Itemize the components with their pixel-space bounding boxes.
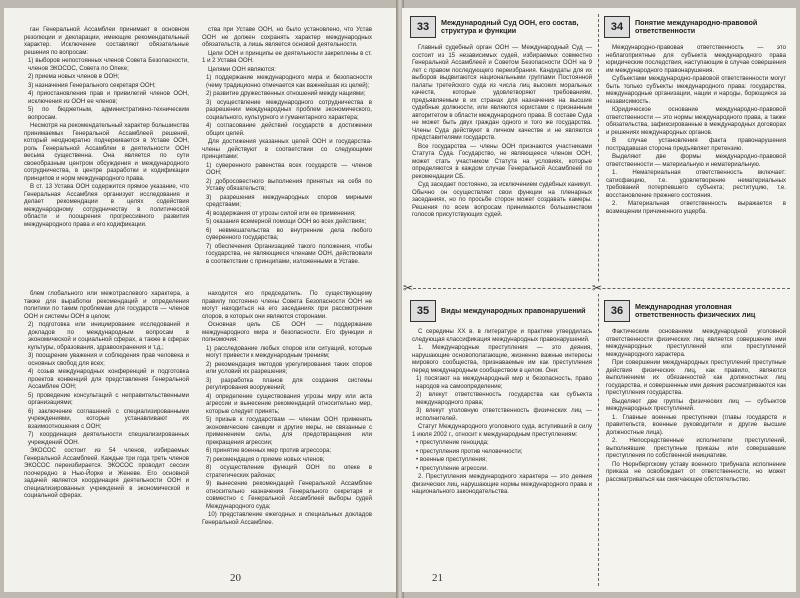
paragraph: • преступление геноцида; [416, 439, 489, 446]
card-33-body [412, 44, 592, 280]
card-35-header [410, 298, 594, 324]
left-page [4, 8, 398, 592]
paragraph: В случае установления факта правонарушения пострадавшая сторона предъявляет претензию. [606, 137, 786, 152]
paragraph: 4) воздержания от угрозы силой или ее применения; [206, 209, 356, 217]
paragraph: 2) добросовестного выполнения принятых на себя по Уставу обязательств; [206, 177, 372, 192]
paragraph: Для достижения указанных целей ООН и государства-члены действуют в соответствии со следующими принципами: [202, 138, 372, 160]
paragraph: Международно-правовая ответственность — это неблагоприятные для субъекта международного права юридические последствия, наступающие в случае совершения им международного правонарушения. [606, 44, 786, 74]
paragraph: 4) согласование действий государств в достижении общих целей. [206, 122, 372, 137]
left-col1-top [24, 26, 189, 274]
paragraph: Выделяют две группы физических лиц — субъектов международных преступлений. [606, 397, 786, 412]
paragraph: 8) осуществление функций ООН по опеке в стратегических районах; [206, 464, 372, 479]
cut-line-vertical [598, 14, 599, 586]
paragraph: В ст. 13 Устава ООН содержится прямое указание, что Генеральная Ассамблея организует исследования и делает рекомендации в целях содействия международному сотрудничеству в политической области и поощрения прогрессивного развития международного права и его кодификации. [24, 183, 189, 228]
paragraph: 3) влекут уголовную ответственность физических лиц — исполнителей. [416, 407, 592, 422]
scissors-icon-center: ✂ [592, 281, 603, 295]
paragraph: 1) суверенного равенства всех государств — членов ООН; [206, 161, 372, 176]
paragraph: 9) вынесение рекомендаций Генеральной Ассамблее относительно назначения Генерального секретаря и совместно с Генеральной Ассамблеей выборы судей Международного суда; [206, 480, 372, 510]
paragraph: • преступления против человечности; [416, 447, 523, 455]
paragraph: 2. Материальная ответственность выражается в возмещении причиненного ущерба. [606, 200, 786, 215]
paragraph: 5) оказания всемерной помощи ООН во всех действиях; [206, 218, 367, 225]
paragraph: 1) расследование любых споров или ситуаций, которые могут привести к международным трениям; [206, 344, 372, 359]
paragraph: Главный судебный орган ООН — Международный Суд — состоит из 15 независимых судей, избираемых совместно Генеральной Ассамблеей и Советом Безопасности ООН на 9 лет с правом последующего переизбрания. Кандидаты для их выборов выдвигаются национальными группами Постоянной палаты третейского суда из числа лиц высоких моральных качеств, которые удовлетворяют требованиям, предъявляемым в их странах для назначения на высшие судебные должности, или являются юристами с признанным авторитетом в области международного права. В составе Суда не может быть двух граждан одного и того же государства. Члены Суда действуют в личном качестве и не являются представителями государств. [412, 44, 592, 141]
paragraph: 3) поощрение уважения и соблюдения прав человека и основных свобод для всех; [28, 352, 189, 367]
card-title: Международная уголовная ответственность физических лиц [635, 301, 756, 319]
card-36-body [606, 328, 786, 564]
card-title: Международный Суд ООН, его состав, структура и функции [441, 17, 579, 35]
paragraph: 1. Нематериальная ответственность включает: сатисфакцию, т.е. удовлетворение нематериальных требований потерпевшего субъекта; реституцию, т.е. восстановление прежнего состояния. [606, 169, 786, 199]
paragraph: 5) призыв к государствам — членам ООН применять экономические санкции и другие меры, не связанные с применением силы, для предотвращения или прекращения агрессии; [206, 416, 372, 446]
paragraph: • военные преступления; [416, 456, 488, 463]
paragraph: 4) созыв международных конференций и подготовка проектов конвенций для представления Генеральной Ассамблее ООН; [28, 368, 189, 390]
paragraph: Несмотря на рекомендательный характер большинства принимаемых Генеральной Ассамблеей решений, который неоднократно подчеркивается в Уставе ООН, роль Генеральной Ассамблеи в деятельности ООН весьма существенна. Она является по сути своеобразным центром обсуждения и международного сотрудничества, в центре разработки и кодификации принципов и норм международного права. [24, 122, 189, 182]
left-page-number: 20 [230, 572, 241, 584]
card-34-header [604, 14, 788, 40]
left-col2-bottom [202, 290, 372, 552]
card-title: Виды международных правонарушений [441, 305, 586, 315]
paragraph: 6) принятие военных мер против агрессора; [206, 447, 332, 454]
paragraph: 1) выборов непостоянных членов Совета Безопасности, членов ЭКОСОС, Совета по Опеке; [28, 57, 189, 72]
paragraph: ган Генеральной Ассамблеи принимает в основном резолюции и декларации, имеющие рекомендательный характер. Исключение составляют обязательные решения по вопросам: [24, 26, 189, 56]
paragraph: По Нюрнбергскому уставу военного трибунала исполнение приказа не освобождает от ответственности, но может рассматриваться как смягчающее обстоятельство. [606, 460, 786, 483]
paragraph: 4) приостановления прав и привилегий членов ООН, исключения из ООН ее членов; [28, 90, 189, 105]
paragraph: 7) обеспечения Организацией такого положения, чтобы государства, не являющиеся членами ООН, действовали в соответствии с принципами, изложенными в Уставе. [206, 242, 372, 265]
paragraph: Статут Международного уголовного суда, вступивший в силу 1 июля 2002 г., относит к международным преступлениям: [412, 423, 592, 438]
paragraph: 6) заключение соглашений с специализированными учреждениями, которые устанавливают их взаимоотношения с ООН; [28, 407, 189, 430]
card-33-header [410, 14, 594, 40]
card-number-badge: 35 [410, 300, 436, 322]
left-col2-top [202, 26, 372, 274]
card-number-badge: 36 [604, 300, 630, 322]
paragraph: 6) невмешательства во внутренние дела любого суверенного государства; [206, 226, 372, 241]
card-35-body [412, 328, 592, 564]
paragraph: Юридическое основание международно-правовой ответственности — это нормы международного права, а также обязательства, зафиксированные в международных договорах и решениях международных органов. [606, 106, 786, 136]
paragraph: 2. Непосредственные исполнители преступлений, выполнявшие преступные приказы или совершавшие преступления по собственной инициативе. [606, 437, 786, 459]
card-number-badge: 33 [410, 16, 436, 38]
paragraph: находится его председатель. По существующему правилу постоянно члены Совета Безопасности ООН не могут находиться на его заседаниях при рассмотрении споров, в которых они являются сторонами. [202, 290, 372, 320]
paragraph: 2) влекут ответственность государства как субъекта международного права; [416, 391, 592, 406]
paragraph: 2) приема новых членов в ООН; [28, 73, 120, 80]
paragraph: 5) по бюджетным, административно-техническим вопросам. [28, 106, 189, 121]
paragraph: Основная цель СБ ООН — поддержание международного мира и безопасности. Его функции и полномочия: [202, 321, 372, 343]
left-col1-bottom [24, 290, 189, 552]
paragraph: блем глобального или межотраслевого характера, а также для выработки рекомендаций и определения политики по таким проблемам для государств — членов ООН и системы ООН в целом; [24, 290, 189, 320]
right-page-number: 21 [432, 572, 443, 584]
paragraph: 4) определение существования угрозы миру или акта агрессии и вынесение рекомендаций относительно мер, которые следует принять; [206, 392, 372, 415]
paragraph: 10) представление ежегодных и специальных докладов Генеральной Ассамблее. [202, 511, 372, 526]
card-34-body [606, 44, 786, 280]
scissors-icon: ✂ [403, 281, 414, 295]
paragraph: 3) назначения Генерального секретаря ООН; [28, 81, 156, 89]
paragraph: Все государства — члены ООН признаются участниками Статута Суда. Государство, не являющееся членом ООН, может стать участником Статута на условиях, которые определяются в каждом случае Генеральной Ассамблеей по рекомендации СБ. [412, 142, 592, 180]
paragraph: Суд заседает постоянно, за исключением судебных каникул. Обычно он осуществляет свои функции на пленарных заседаниях, но по просьбе сторон может создавать камеры. Решения по всем вопросам принимаются большинством голосов присутствующих судей. [412, 181, 592, 218]
card-36-header [604, 298, 788, 324]
paragraph: 2. Преступления международного характера — это деяния физических лиц, нарушающие нормы международного права и национального законодательства. [412, 473, 592, 495]
paragraph: 2) подготовка или инициирование исследований и докладов по международным вопросам в экономической и социальной сферах, а также в сферах культуры, образования, здравоохранения и т.д.; [28, 321, 189, 351]
paragraph: • преступление агрессии. [416, 464, 488, 472]
paragraph: 3) разработка планов для создания системы регулирования вооружений; [206, 376, 372, 391]
paragraph: 7) координация деятельности специализированных учреждений ООН. [28, 431, 189, 446]
paragraph: ства при Уставе ООН, но было установлено, что Устав ООН не должен сохранять характер международных обязательств, а лишь является основой деятельности. [202, 26, 372, 48]
paragraph: 7) рекомендация о приеме новых членов; [206, 455, 325, 463]
paragraph: Субъектами международно-правовой ответственности могут быть только субъекты международного права: государства, международные организации, нации и народы, борющиеся за независимость. [606, 75, 786, 105]
paragraph: С середины XX в. в литературе и практике утвердилась следующая классификация международных правонарушений. [412, 328, 592, 343]
paragraph: 5) проведение консультаций с неправительственными организациями; [28, 391, 189, 406]
paragraph: 1) поддержание международного мира и безопасности (чему традиционно отмечается как важнейшая из целей); [206, 74, 372, 89]
paragraph: 1. Международные преступления — это деяния, нарушающие основополагающие, жизненно важные интересы мирового сообщества, признаваемые им как преступления перед международным сообществом в целом. Они: [412, 344, 592, 374]
card-number-badge: 34 [604, 16, 630, 38]
card-title: Понятие международно-правовой ответственности [635, 17, 758, 35]
paragraph: 2) развитие дружественных отношений между нациями; [206, 90, 366, 97]
right-page [402, 8, 796, 592]
paragraph: 2) рекомендация методов урегулирования таких споров или условий их разрешения; [206, 360, 372, 375]
paragraph: Цели ООН и принципы ее деятельности закреплены в ст. 1 и 2 Устава ООН. [202, 49, 372, 64]
paragraph: При совершении международных преступлений преступные действия физических лиц, как правило, являются выполнением их обязанностей как должностных лиц государства, и совершенные ими деяния рассматриваются как преступления государства. [606, 359, 786, 396]
paragraph: 3) разрешения международных споров мирными средствами; [206, 193, 372, 208]
paragraph: 3) осуществление международного сотрудничества в разрешении международных проблем экономического, социального, культурного и гуманитарного характера; [206, 98, 372, 121]
paragraph: 1. Главные военные преступники (главы государств и правительств, военные руководители и другие высшие должностные лица). [606, 413, 786, 436]
paragraph: Целями ООН являются: [208, 65, 276, 73]
paragraph: ЭКОСОС состоит из 54 членов, избираемых Генеральной Ассамблеей. Каждые три года треть членов ЭКОСОС переизбирается. ЭКОСОС проводит сессии поочередно в Нью-Йорке и Женеве. Его основной задачей является координация деятельности ООН и специализированных учреждений в экономической и социальной сферах. [24, 447, 189, 499]
paragraph: Выделяют две формы международно-правовой ответственности — материальную и нематериальную. [606, 153, 786, 168]
paragraph: 1) посягают на международный мир и безопасность, право народов на самоопределение; [416, 375, 592, 390]
paragraph: Фактическим основанием международной уголовной ответственности физических лиц является совершение ими международных преступлений или преступлений международного характера. [606, 328, 786, 358]
